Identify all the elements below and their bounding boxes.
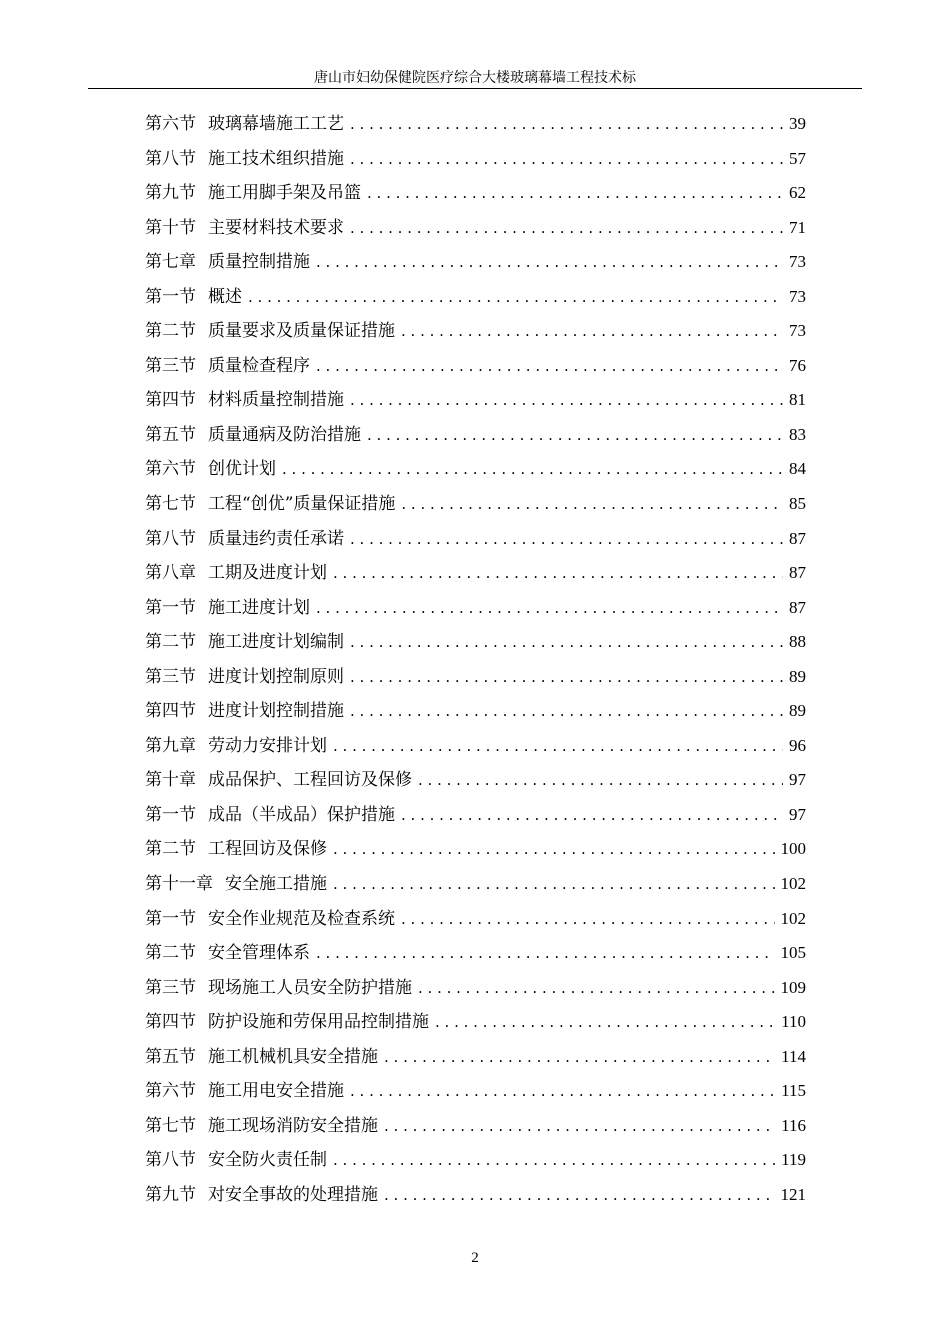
toc-dot-leader: [367, 418, 783, 453]
toc-entry-number: 第三节: [145, 355, 196, 376]
toc-entry-title: 成品（半成品）保护措施: [208, 804, 395, 825]
toc-dot-leader: [350, 107, 783, 142]
toc-entry[interactable]: [145, 660, 806, 695]
toc-entry-title: 材料质量控制措施: [208, 390, 344, 411]
toc-dot-leader: [333, 1143, 775, 1178]
toc-entry-number: 第八节: [145, 148, 196, 169]
toc-entry-number: 第七节: [145, 494, 196, 515]
toc-entry[interactable]: [145, 349, 806, 384]
toc-entry-number: 第八节: [145, 1150, 196, 1171]
toc-entry-title: 施工进度计划: [208, 597, 310, 618]
toc-entry-page: 109: [780, 977, 806, 997]
toc-entry-title: 玻璃幕墙施工工艺: [208, 114, 344, 134]
toc-entry-title: 施工现场消防安全措施: [208, 1115, 378, 1136]
toc-entry[interactable]: [145, 798, 806, 833]
page-number: 2: [471, 1250, 479, 1266]
toc-entry-title: 施工用脚手架及吊篮: [208, 183, 361, 204]
toc-entry-number: 第一节: [145, 804, 196, 825]
toc-entry[interactable]: [145, 729, 806, 764]
toc-entry[interactable]: [145, 763, 806, 798]
toc-entry-title: 质量违约责任承诺: [208, 528, 344, 549]
toc-dot-leader: [435, 1005, 775, 1040]
toc-entry-page: 73: [789, 321, 806, 341]
toc-entry-page: 102: [780, 874, 806, 894]
toc-entry-title: 质量控制措施: [208, 252, 310, 273]
toc-entry-title: 施工机械机具安全措施: [208, 1046, 378, 1067]
toc-entry[interactable]: [145, 418, 806, 453]
toc-dot-leader: [401, 314, 783, 349]
toc-entry-page: 110: [781, 1012, 806, 1032]
toc-dot-leader: [350, 660, 783, 695]
toc-entry-page: 102: [780, 908, 806, 928]
toc-entry[interactable]: [145, 625, 806, 660]
toc-entry-title: 安全作业规范及检查系统: [208, 908, 395, 929]
toc-entry-number: 第四节: [145, 390, 196, 411]
toc-dot-leader: [350, 383, 783, 418]
toc-entry[interactable]: [145, 142, 806, 177]
toc-entry-title: 工程回访及保修: [208, 839, 327, 860]
toc-entry-number: 第二节: [145, 321, 196, 342]
toc-entry[interactable]: [145, 314, 806, 349]
toc-entry-title: 对安全事故的处理措施: [208, 1184, 378, 1205]
toc-entry-title: 成品保护、工程回访及保修: [208, 770, 412, 791]
toc-entry-page: 87: [789, 597, 806, 617]
toc-dot-leader: [384, 1040, 775, 1075]
toc-entry-number: 第六节: [145, 1081, 196, 1102]
toc-entry-page: 81: [789, 390, 806, 410]
toc-entry-number: 第七节: [145, 1115, 196, 1136]
toc-dot-leader: [384, 1178, 775, 1213]
toc-entry[interactable]: [145, 1109, 806, 1144]
toc-entry[interactable]: [145, 522, 806, 557]
toc-entry-title: 工程“创优”质量保证措施: [208, 494, 396, 515]
toc-entry-page: 84: [789, 459, 806, 479]
toc-dot-leader: [350, 625, 783, 660]
toc-entry-page: 115: [781, 1081, 806, 1101]
toc-dot-leader: [350, 211, 783, 246]
toc-entry-page: 89: [789, 701, 806, 721]
toc-entry-title: 劳动力安排计划: [208, 735, 327, 756]
toc-entry-page: 87: [789, 563, 806, 583]
toc-dot-leader: [350, 522, 783, 557]
toc-dot-leader: [333, 556, 783, 591]
toc-entry[interactable]: [145, 1143, 806, 1178]
toc-dot-leader: [316, 936, 775, 971]
toc-entry-title: 主要材料技术要求: [208, 217, 344, 238]
toc-dot-leader: [316, 245, 783, 280]
toc-entry-title: 概述: [208, 286, 242, 307]
toc-entry-title: 创优计划: [208, 459, 276, 480]
toc-dot-leader: [350, 142, 783, 177]
toc-entry-page: 119: [781, 1150, 806, 1170]
toc-entry[interactable]: [145, 1074, 806, 1109]
toc-dot-leader: [316, 591, 783, 626]
toc-entry-number: 第六节: [145, 114, 196, 134]
toc-dot-leader: [316, 349, 783, 384]
toc-dot-leader: [418, 971, 775, 1006]
toc-entry-number: 第十章: [145, 770, 196, 791]
toc-entry-page: 114: [781, 1046, 806, 1066]
toc-dot-leader: [248, 280, 783, 315]
toc-entry-title: 质量检查程序: [208, 355, 310, 376]
toc-entry-title: 安全管理体系: [208, 943, 310, 964]
toc-entry-page: 100: [780, 839, 806, 859]
toc-dot-leader: [333, 729, 783, 764]
toc-entry-number: 第四节: [145, 1012, 196, 1033]
toc-entry-page: 96: [789, 735, 806, 755]
toc-entry-title: 防护设施和劳保用品控制措施: [208, 1012, 429, 1033]
toc-entry[interactable]: [145, 902, 806, 937]
toc-entry-number: 第九节: [145, 1184, 196, 1205]
toc-entry[interactable]: [145, 487, 806, 522]
toc-entry[interactable]: [145, 591, 806, 626]
toc-entry[interactable]: [145, 280, 806, 315]
toc-entry[interactable]: [145, 1040, 806, 1075]
toc-entry[interactable]: [145, 832, 806, 867]
toc-dot-leader: [333, 832, 775, 867]
toc-entry-number: 第二节: [145, 632, 196, 653]
toc-entry[interactable]: [145, 694, 806, 729]
toc-entry[interactable]: [145, 556, 806, 591]
toc-entry-page: 116: [781, 1115, 806, 1135]
toc-entry-page: 39: [789, 114, 806, 133]
toc-entry-title: 工期及进度计划: [208, 563, 327, 584]
toc-dot-leader: [401, 487, 783, 522]
toc-entry-title: 安全施工措施: [225, 874, 327, 895]
toc-entry-title: 施工技术组织措施: [208, 148, 344, 169]
toc-entry[interactable]: [145, 211, 806, 246]
toc-entry-number: 第十一章: [145, 874, 213, 895]
toc-entry-page: 83: [789, 424, 806, 444]
table-of-contents: [145, 107, 806, 1213]
toc-entry-page: 71: [789, 217, 806, 237]
toc-entry-title: 质量通病及防治措施: [208, 424, 361, 445]
toc-dot-leader: [282, 452, 783, 487]
toc-entry-number: 第六节: [145, 459, 196, 480]
toc-entry-title: 进度计划控制原则: [208, 666, 344, 687]
toc-entry-page: 85: [789, 494, 806, 514]
toc-entry-number: 第一节: [145, 597, 196, 618]
toc-entry-number: 第四节: [145, 701, 196, 722]
toc-entry-page: 62: [789, 183, 806, 203]
toc-entry[interactable]: [145, 1005, 806, 1040]
toc-dot-leader: [401, 798, 783, 833]
toc-entry-page: 89: [789, 666, 806, 686]
toc-entry-number: 第八节: [145, 528, 196, 549]
toc-entry-number: 第一节: [145, 286, 196, 307]
toc-entry[interactable]: [145, 971, 806, 1006]
toc-entry-page: 105: [780, 943, 806, 963]
toc-dot-leader: [350, 694, 783, 729]
toc-entry-number: 第二节: [145, 943, 196, 964]
toc-entry-page: 87: [789, 528, 806, 548]
toc-entry[interactable]: [145, 1178, 806, 1213]
toc-dot-leader: [418, 763, 783, 798]
toc-entry-number: 第九章: [145, 735, 196, 756]
toc-entry-page: 76: [789, 355, 806, 375]
toc-entry-number: 第八章: [145, 563, 196, 584]
header-rule: [88, 88, 862, 89]
toc-entry-number: 第七章: [145, 252, 196, 273]
toc-entry-number: 第九节: [145, 183, 196, 204]
toc-dot-leader: [333, 867, 775, 902]
toc-entry-title: 进度计划控制措施: [208, 701, 344, 722]
toc-entry-number: 第五节: [145, 1046, 196, 1067]
toc-entry-page: 97: [789, 770, 806, 790]
toc-entry-page: 73: [789, 252, 806, 272]
toc-entry[interactable]: [145, 452, 806, 487]
toc-dot-leader: [401, 902, 775, 937]
toc-entry[interactable]: [145, 867, 806, 902]
toc-entry[interactable]: [145, 936, 806, 971]
toc-entry-page: 57: [789, 148, 806, 168]
toc-entry-number: 第三节: [145, 666, 196, 687]
toc-entry[interactable]: [145, 107, 806, 142]
running-header: 唐山市妇幼保健院医疗综合大楼玻璃幕墙工程技术标: [314, 70, 636, 86]
toc-entry-title: 施工进度计划编制: [208, 632, 344, 653]
toc-entry-title: 现场施工人员安全防护措施: [208, 977, 412, 998]
toc-entry[interactable]: [145, 383, 806, 418]
toc-entry-page: 73: [789, 286, 806, 306]
toc-entry-number: 第一节: [145, 908, 196, 929]
toc-dot-leader: [384, 1109, 775, 1144]
toc-entry-page: 97: [789, 804, 806, 824]
toc-dot-leader: [350, 1074, 775, 1109]
toc-entry[interactable]: [145, 245, 806, 280]
toc-entry-title: 安全防火责任制: [208, 1150, 327, 1171]
toc-entry[interactable]: [145, 176, 806, 211]
toc-entry-number: 第三节: [145, 977, 196, 998]
toc-entry-number: 第十节: [145, 217, 196, 238]
toc-entry-number: 第二节: [145, 839, 196, 860]
toc-entry-page: 88: [789, 632, 806, 652]
toc-dot-leader: [367, 176, 783, 211]
toc-entry-title: 质量要求及质量保证措施: [208, 321, 395, 342]
toc-entry-number: 第五节: [145, 424, 196, 445]
toc-entry-page: 121: [780, 1184, 806, 1204]
toc-entry-title: 施工用电安全措施: [208, 1081, 344, 1102]
